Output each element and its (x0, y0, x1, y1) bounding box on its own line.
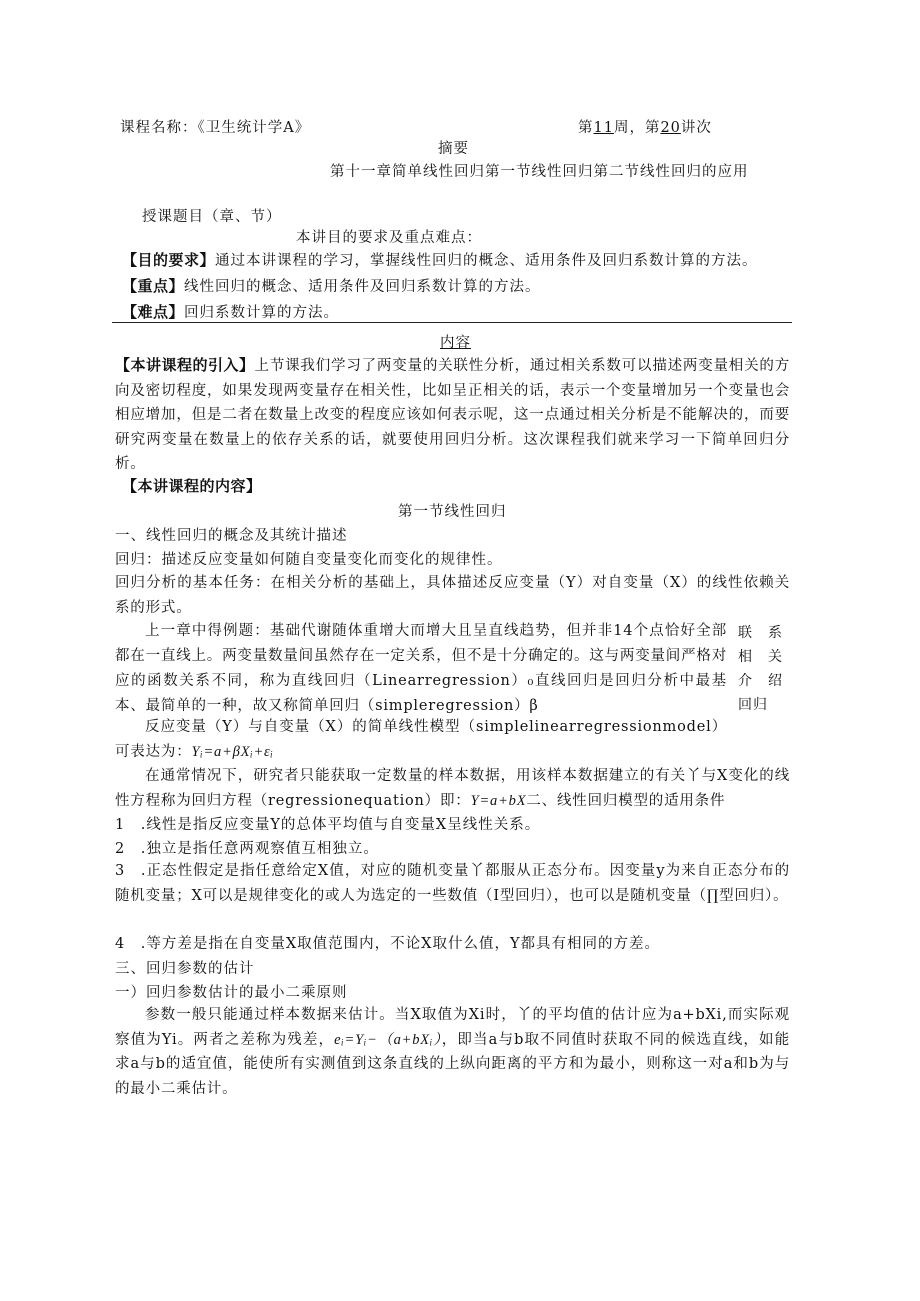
difficulty-row (122, 301, 339, 322)
keypoints-label: 【重点】 (122, 277, 185, 295)
keypoints-row (122, 275, 541, 296)
content-title: 内容 (440, 335, 471, 351)
side-note-4: 关 (768, 649, 783, 665)
model-paragraph (115, 715, 727, 764)
side-note-3: 相 (738, 649, 753, 665)
heading-three: 三、回归参数的估计 (115, 961, 255, 977)
equation-formula: Y=a+bX (470, 792, 527, 809)
side-note-1: 联 (738, 625, 753, 641)
regression-definition: 回归：描述反应变量如何随自变量变化而变化的规律性。 (115, 552, 503, 568)
course-name: 课程名称：《卫生统计学A》 (120, 120, 311, 136)
condition-2: 2 .独立是指任意两观察值互相独立。 (115, 841, 379, 857)
side-note-6: 绍 (768, 673, 783, 689)
condition-3: 3 .正态性假定是指任意给定X值，对应的随机变量丫都服从正态分布。因变量y为来自正态分布的随机变量；X可以是规律变化的或人为选定的一些数值（I型回归），也可以是随机变量（∏型回归）。 (115, 863, 790, 904)
params-text-a: 参数一般只能通过样本数据来估计。当X取值为Xi时，丫的平均值的估计应为a+bXi,而实际观察值为Yi。两者之差称为残差， (115, 1007, 790, 1048)
residual-formula: eᵢ=Yᵢ−（a+bXᵢ） (334, 1031, 442, 1048)
condition-4: 4 .等方差是指在自变量X取值范围内，不论X取什么值，Y都具有相同的方差。 (115, 936, 661, 952)
section-divider (112, 322, 792, 323)
goals-label: 【目的要求】 (122, 251, 216, 269)
equation-paragraph (115, 764, 790, 813)
equation-text: 在通常情况下，研究者只能获取一定数量的样本数据，用该样本数据建立的有关丫与X变化的线性方程称为回归方程（regressionequation）即： (115, 768, 790, 809)
week-prefix: 第 (578, 120, 594, 136)
intro-paragraph (115, 353, 790, 477)
heading-three-sub: 一）回归参数估计的最小二乘原则 (115, 985, 348, 1001)
intro-text: 上节课我们学习了两变量的关联性分析，通过相关系数可以描述两变量相关的方向及密切程度，如果发现两变量存在相关性，比如呈正相关的话，表示一个变量增加另一个变量也会相应增加，但是二者在数量上改变的程度应该如何表示呢，这一点通过相关分析是不能解决的，而要研究两变量在数量上的依存关系的话，就要使用回归分析。这次课程我们就来学习一下简单回归分析。 (115, 358, 791, 472)
side-note-7: 回归 (738, 697, 768, 713)
condition-1: 1 .线性是指反应变量Y的总体平均值与自变量X呈线性关系。 (115, 817, 541, 833)
model-text: 反应变量（Y）与自变量（X）的简单线性模型（simplelinearregressionmodel）可表达为： (115, 719, 727, 760)
week-mid: 周，第 (613, 120, 661, 136)
goals-text: 通过本讲课程的学习，掌握线性回归的概念、适用条件及回归系数计算的方法。 (215, 253, 758, 269)
model-formula: Yᵢ=a+βXᵢ+εᵢ (191, 743, 274, 760)
goals-row (122, 249, 758, 270)
week-number: 11 (593, 120, 614, 136)
example-paragraph: 上一章中得例题：基础代谢随体重增大而增大且呈直线趋势，但并非14个点恰好全部都在一直线上。两变量数量间虽然存在一定关系，但不是十分确定的。这与两变量间严格对应的函数关系不同，称为直线回归（Linearregression）₀直线回归是回归分析中最基本、最简单的一种，故又称简单回归（simpleregression）β (115, 623, 727, 714)
difficulty-text: 回归系数计算的方法。 (184, 305, 340, 321)
content-label: 【本讲课程的内容】 (122, 477, 262, 495)
intro-label: 【本讲课程的引入】 (115, 356, 255, 374)
task-paragraph: 回归分析的基本任务：在相关分析的基础上，具体描述反应变量（Y）对自变量（X）的线性依赖关系的形式。 (115, 575, 790, 616)
heading-one: 一、线性回归的概念及其统计描述 (115, 528, 348, 544)
section-title: 第一节线性回归 (398, 504, 507, 520)
params-paragraph (115, 1003, 790, 1101)
difficulty-label: 【难点】 (122, 303, 185, 321)
side-note-2: 系 (768, 625, 783, 641)
lecture-suffix: 讲次 (680, 120, 712, 136)
params-text-b: ，即当a与b取不同值时获取不同的候选直线，如能求a与b的适宜值，能使所有实测值到这条直线的上纵向距离的平方和为最小，则称这一对a和b为与的最小二乘估计。 (115, 1031, 790, 1097)
side-note-5: 介 (738, 673, 753, 689)
lecture-number: 20 (660, 120, 681, 136)
summary-title: 摘要 (438, 141, 469, 157)
heading-two: 二、线性回归模型的适用条件 (526, 792, 726, 809)
keypoints-text: 线性回归的概念、适用条件及回归系数计算的方法。 (184, 279, 541, 295)
chapter-line: 第十一章简单线性回归第一节线性回归第二节线性回归的应用 (330, 164, 749, 180)
week-lecture (578, 116, 712, 137)
requirements-intro: 本讲目的要求及重点难点： (296, 230, 482, 246)
topic-label: 授课题目（章、节） (142, 209, 282, 225)
